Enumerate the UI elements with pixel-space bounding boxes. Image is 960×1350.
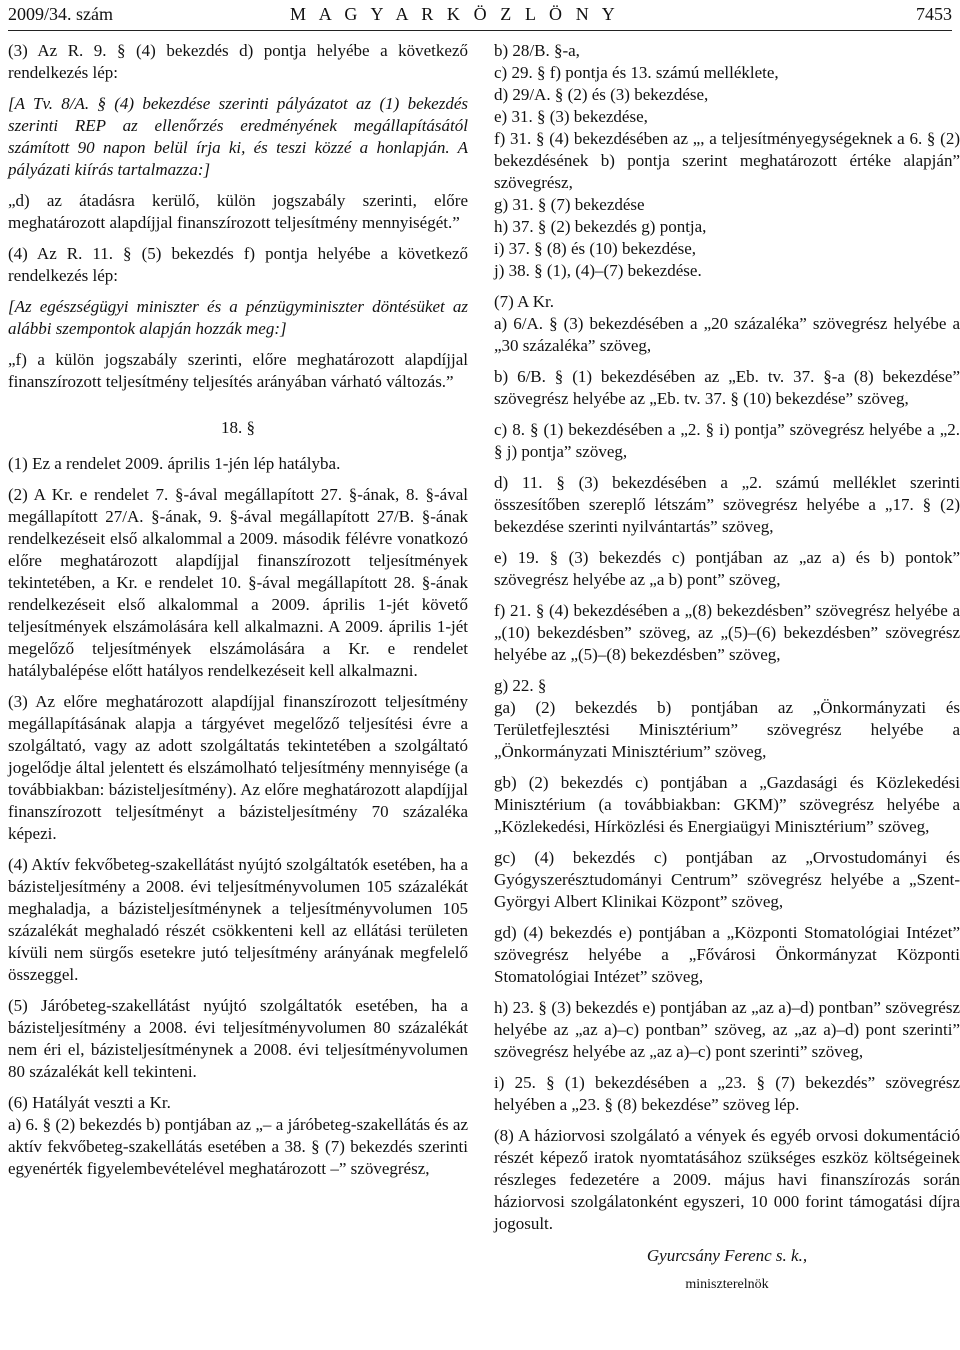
list-item: c) 29. § f) pontja és 13. számú melléklete,: [494, 63, 779, 82]
paragraph: a) 6/A. § (3) bekezdésében a „20 százaléka” szövegrész helyébe a „30 százaléka” szöveg,: [494, 314, 960, 355]
list-item: i) 37. § (8) és (10) bekezdése,: [494, 239, 697, 258]
paragraph: [A Tv. 8/A. § (4) bekezdése szerinti pályázatot az (1) bekezdés szerinti REP az ellenőrzés eredményének megállapításától számított 90 napon belül írja ki, és teszi közzé a honlapján. A pályázati kiírás tartalmazza:]: [8, 94, 468, 179]
paragraph: (6) Hatályát veszti a Kr.: [8, 1093, 171, 1112]
paragraph: „d) az átadásra kerülő, külön jogszabály szerinti, előre meghatározott alapdíjjal finanszírozott teljesítmény mennyiségét.”: [8, 191, 468, 232]
list-item: e) 31. § (3) bekezdése,: [494, 107, 648, 126]
list-item: b) 28/B. §-a,: [494, 41, 580, 60]
signature: Gyurcsány Ferenc s. k.,: [646, 1246, 808, 1265]
page-header: [0, 0, 960, 36]
paragraph: g) 22. §: [494, 676, 547, 695]
paragraph: (7) A Kr.: [494, 292, 554, 311]
list-item: d) 29/A. § (2) és (3) bekezdése,: [494, 85, 709, 104]
paragraph: a) 6. § (2) bekezdés b) pontjában az „– a járóbeteg-szakellátás és az aktív fekvőbeteg-szakellátás esetében a 38. § (7) bekezdés szerinti egyenérték figyelembevételével meghatározott –” szövegrész,: [8, 1115, 468, 1178]
paragraph: c) 8. § (1) bekezdésében a „2. § i) pontja” szövegrész helyébe a „2. § j) pontja” szöveg,: [494, 420, 960, 461]
section-heading: 18. §: [221, 418, 255, 437]
header-rule: [8, 30, 952, 31]
paragraph: e) 19. § (3) bekezdés c) pontjában az „az a) és b) pontok” szövegrész helyébe az „a b) pont” szöveg,: [494, 548, 960, 589]
paragraph: gb) (2) bekezdés c) pontjában a „Gazdasági és Közlekedési Minisztérium (a továbbiakban: GKM)” szövegrész helyébe a „Közlekedési, Hírközlési és Energiaügyi Minisztérium” szöveg,: [494, 773, 960, 836]
list-item: j) 38. § (1), (4)–(7) bekezdése.: [494, 261, 702, 280]
right-column: [494, 40, 960, 1305]
paragraph: h) 23. § (3) bekezdés e) pontjában az „az a)–d) pontban” szövegrész helyébe az „az a)–c) pontban” szöveg, az „az a)–d) pont szerinti” szövegrész helyébe az „az a)–c) pont szerinti” szöveg,: [494, 998, 960, 1061]
paragraph: gc) (4) bekezdés c) pontjában az „Orvostudományi és Gyógyszerésztudományi Centrum” szövegrész helyébe a „Szent-Györgyi Albert Klinikai Központ” szöveg,: [494, 848, 960, 911]
paragraph: i) 25. § (1) bekezdésében a „23. § (7) bekezdés” szövegrész helyében a „23. § (8) bekezdése” szöveg lép.: [494, 1073, 960, 1114]
paragraph: f) 21. § (4) bekezdésében a „(8) bekezdésben” szövegrész helyébe a „(10) bekezdésben” szöveg, az „(5)–(6) bekezdésben” szövegrész helyébe az „(5)–(8) bekezdésben” szöveg,: [494, 601, 960, 664]
paragraph: b) 6/B. § (1) bekezdésében az „Eb. tv. 37. §-a (8) bekezdése” szövegrész helyébe az „Eb. tv. 37. § (10) bekezdése” szöveg,: [494, 367, 960, 408]
paragraph: (2) A Kr. e rendelet 7. §-ával megállapított 27. §-ának, 8. §-ával megállapított 27/A. §-ának, 9. §-ával megállapított 27/B. §-ának rendelkezéseit első alkalommal a 2009. második félévre vonatkozó előre meghatározott alapdíjjal finanszírozott teljesítmények tekintetében, a Kr. e rendelet 10. §-ával megállapított 28. §-ának rendelkezéseit első alkalommal a 2009. április 1-jét követő teljesítmények elszámolására kell alkalmazni. A 2009. április 1-jét megelőző teljesítmények elszámolására a Kr. e rendelet hatálybalépése előtt hatályos rendelkezéseit kell alkalmazni.: [8, 485, 468, 680]
paragraph: (4) Aktív fekvőbeteg-szakellátást nyújtó szolgáltatók esetében, ha a bázisteljesítmény a 2008. évi teljesítményvolumen 105 százalékát meghaladja, a bázisteljesítménynek a teljesítményvolumen 105 százalékát meghaladó részét csökkenteni kell az ellátási területen kívüli nem sürgős esetekre jutó teljesítmény arányának megfelelő összeggel.: [8, 855, 468, 984]
paragraph: (4) Az R. 11. § (5) bekezdés f) pontja helyébe a következő rendelkezés lép:: [8, 244, 468, 285]
issue-number: 2009/34. szám: [8, 4, 113, 24]
paragraph: gd) (4) bekezdés e) pontjában a „Központi Stomatológiai Intézet” szövegrész helyébe a „Fővárosi Önkormányzat Központi Stomatológiai Intézet” szöveg,: [494, 923, 960, 986]
paragraph: „f) a külön jogszabály szerinti, előre meghatározott alapdíjjal finanszírozott teljesítmény teljesítés arányában várható változás.”: [8, 350, 468, 391]
paragraph: d) 11. § (3) bekezdésében a „2. számú melléklet szerinti összesítőben szereplő létszám” szövegrész helyébe a „17. § (2) bekezdése szerinti nyilvántartás” szöveg,: [494, 473, 960, 536]
list-item: f) 31. § (4) bekezdésében az „, a teljesítményegységeknek a 6. § (2) bekezdésének b) pontja szerint meghatározott értéke alapján” szövegrész,: [494, 129, 960, 192]
page-number: 7453: [916, 4, 952, 24]
left-column: [8, 40, 468, 1189]
list-item: h) 37. § (2) bekezdés g) pontja,: [494, 217, 707, 236]
paragraph: (8) A háziorvosi szolgálató a vények és egyéb orvosi dokumentáció részét képező iratok nyomtatásához szükséges eszköz költségeinek részleges fedezetére a 2009. május havi finanszírozás során háziorvosi szolgálatonként egyszeri, 10 000 forint támogatási díjra jogosult.: [494, 1126, 960, 1233]
paragraph: (3) Az R. 9. § (4) bekezdés d) pontja helyébe a következő rendelkezés lép:: [8, 41, 468, 82]
paragraph: (5) Járóbeteg-szakellátást nyújtó szolgáltatók esetében, ha a bázisteljesítmény a 2008. évi teljesítményvolumen 80 százalékát nem éri el, bázisteljesítménynek a 2008. évi teljesítményvolumen 80 százalékát kell tekinteni.: [8, 996, 468, 1081]
paragraph: (1) Ez a rendelet 2009. április 1-jén lép hatályba.: [8, 454, 341, 473]
list-item: g) 31. § (7) bekezdése: [494, 195, 645, 214]
signature-title: miniszterelnök: [685, 1277, 769, 1292]
paragraph: ga) (2) bekezdés b) pontjában az „Önkormányzati és Területfejlesztési Minisztérium” szövegrész helyébe a „Önkormányzati Minisztérium” szöveg,: [494, 698, 960, 761]
paragraph: (3) Az előre meghatározott alapdíjjal finanszírozott teljesítmény megállapításának alapja a tárgyévet megelőző teljesítési évre a szolgáltató, vagy az adott szolgáltatás tekintetében a szolgáltató jogelődje által jelentett és elszámolható teljesítmény mennyisége (a továbbiakban: bázisteljesítmény). Az előre meghatározott alapdíjjal finanszírozott teljesítményt a bázisteljesítmény 70 százaléka képezi.: [8, 692, 468, 843]
paragraph: [Az egészségügyi miniszter és a pénzügyminiszter döntésüket az alábbi szempontok alapján hozzák meg:]: [8, 297, 468, 338]
journal-title: M A G Y A R K Ö Z L Ö N Y: [290, 4, 620, 24]
